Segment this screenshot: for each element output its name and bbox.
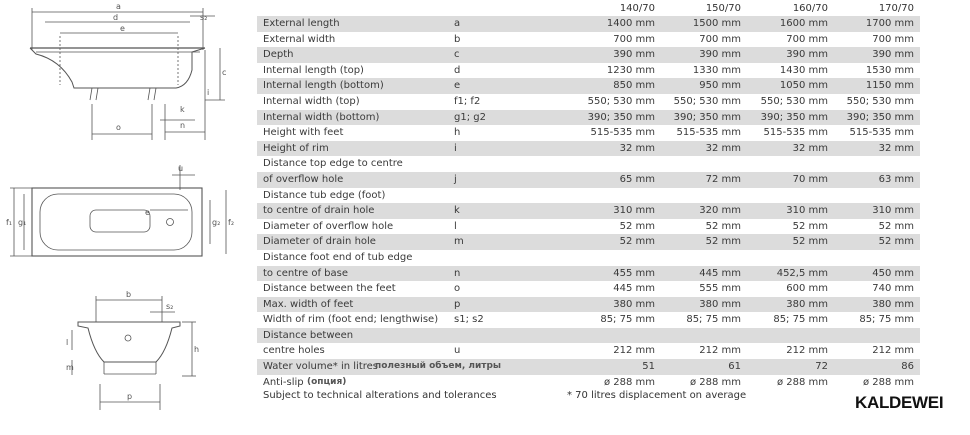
table-row [257,312,920,328]
row-value: ø 288 mm [862,376,914,388]
row-value: 65 mm [619,173,655,185]
table-row [257,266,920,282]
dim-label-s2: s₂ [200,13,208,22]
table-row [257,281,920,297]
dim-label-s2-end: s₂ [166,302,174,311]
row-value: 32 mm [792,142,828,154]
table-row [257,219,920,235]
row-label: Internal length (top) [263,64,364,76]
dim-label-c: c [222,68,227,77]
row-label: Diameter of overflow hole [263,220,394,232]
table-row [257,63,920,79]
row-value: 1530 mm [865,64,914,76]
row-symbol: k [454,205,460,217]
row-label: Internal length (bottom) [263,80,384,92]
table-row [257,250,920,266]
row-symbol: e [454,80,461,92]
row-value: 390; 350 mm [846,111,914,123]
dim-label-e: e [120,24,125,33]
dim-label-o: o [116,123,121,132]
row-value: 52 mm [619,236,655,248]
row-value: ø 288 mm [603,376,655,388]
row-value: 390; 350 mm [587,111,655,123]
row-label: Height of rim [263,142,329,154]
table-row [257,125,920,141]
row-value: 390 mm [786,49,828,61]
dim-label-e-top: e [145,208,150,217]
row-value: 455 mm [613,267,655,279]
row-value: 700 mm [786,33,828,45]
dim-label-u: u [178,164,184,173]
row-symbol: n [454,267,461,279]
table-row [257,47,920,63]
row-value: 515-535 mm [763,127,828,139]
dim-label-d: d [113,13,119,22]
table-row [257,172,920,188]
row-value: ø 288 mm [689,376,741,388]
row-symbol: s1; s2 [454,314,484,326]
row-value: 1230 mm [606,64,655,76]
table-row [257,16,920,32]
row-value: 61 [728,361,741,373]
table-row [257,32,920,48]
row-value: 310 mm [786,205,828,217]
row-value: 700 mm [613,33,655,45]
row-label: Height with feet [263,127,344,139]
table-row [257,234,920,250]
row-value: 550; 530 mm [673,95,741,107]
dim-label-a: a [116,2,121,11]
row-symbol: m [454,236,464,248]
row-label: Internal width (top) [263,95,360,107]
row-value: 52 mm [705,220,741,232]
row-value: 310 mm [613,205,655,217]
size-header-160-70: 160/70 [792,3,828,14]
row-value: 86 [901,361,914,373]
row-value: 1050 mm [779,80,828,92]
row-value: ø 288 mm [776,376,828,388]
row-value: 390; 350 mm [760,111,828,123]
table-row [257,94,920,110]
row-value: 320 mm [699,205,741,217]
size-header-150-70: 150/70 [705,3,741,14]
row-value: 212 mm [786,345,828,357]
row-value: 310 mm [872,205,914,217]
row-symbol: h [454,127,461,139]
table-row [257,156,920,172]
row-value: 63 mm [878,173,914,185]
row-label: Distance tub edge (foot) [263,189,386,201]
row-symbol: g1; g2 [454,111,486,123]
table-row [257,343,920,359]
specification-table [257,0,920,390]
row-value: 390; 350 mm [673,111,741,123]
row-symbol: a [454,18,461,29]
row-value: 380 mm [699,298,741,310]
side-view-drawing [30,8,225,140]
dim-label-b: b [126,290,132,299]
row-value: 212 mm [699,345,741,357]
row-value: 1600 mm [779,18,828,29]
row-value: 1500 mm [692,18,741,29]
top-view-drawing [10,165,226,256]
row-value: 85; 75 mm [686,314,741,326]
row-value: 72 mm [705,173,741,185]
row-label: Width of rim (foot end; lengthwise) [263,314,439,326]
row-value: 85; 75 mm [773,314,828,326]
row-label: to centre of base [263,267,349,279]
row-symbol: j [454,173,457,185]
row-label: Distance top edge to centre [263,158,403,170]
table-row [257,78,920,94]
table-row [257,375,920,391]
row-value: 32 mm [878,142,914,154]
row-value: 212 mm [613,345,655,357]
row-label-note: (опция) [307,376,347,387]
row-label: External length [263,18,340,29]
row-value: 1150 mm [865,80,914,92]
row-label: Internal width (bottom) [263,111,380,123]
row-value: 600 mm [786,283,828,295]
row-value: 72 [815,361,828,373]
row-value: 515-535 mm [590,127,655,139]
row-symbol: p [454,298,461,310]
row-symbol: b [454,33,461,45]
table-header [257,0,920,16]
row-value: 32 mm [619,142,655,154]
row-value: 32 mm [705,142,741,154]
dim-label-g1: g₁ [18,218,27,227]
row-label-note: полезный объем, литры [375,361,502,372]
row-value: 700 mm [699,33,741,45]
row-value: 52 mm [619,220,655,232]
row-value: 550; 530 mm [846,95,914,107]
row-value: 380 mm [872,298,914,310]
row-value: 380 mm [786,298,828,310]
row-label: centre holes [263,345,325,357]
row-value: 700 mm [872,33,914,45]
row-symbol: f1; f2 [454,95,481,107]
dim-label-i: i [207,88,210,97]
row-label: Diameter of drain hole [263,236,376,248]
row-value: 950 mm [699,80,741,92]
row-value: 390 mm [872,49,914,61]
dim-label-l: l [66,338,69,347]
row-label: of overflow hole [263,173,344,185]
row-label: Distance between [263,329,354,341]
row-symbol: o [454,283,461,295]
table-row [257,110,920,126]
row-value: 52 mm [878,220,914,232]
row-value: 52 mm [792,236,828,248]
row-label: Distance foot end of tub edge [263,251,413,263]
row-symbol: d [454,64,461,76]
size-header-140-70: 140/70 [619,3,655,14]
dim-label-p: p [127,392,133,401]
row-value: 515-535 mm [849,127,914,139]
row-value: 390 mm [613,49,655,61]
footer-disclaimer: Subject to technical alterations and tolerances [263,390,497,401]
row-label: to centre of drain hole [263,205,375,217]
row-value: 515-535 mm [676,127,741,139]
row-symbol: u [454,345,461,357]
table-row [257,141,920,157]
row-value: 445 mm [613,283,655,295]
row-symbol: l [454,220,457,232]
table-row [257,359,920,375]
row-symbol: c [454,49,460,61]
table-body [257,16,920,390]
row-value: 85; 75 mm [859,314,914,326]
table-row [257,328,920,344]
dim-label-m: m [66,363,74,372]
row-value: 85; 75 mm [600,314,655,326]
size-header-170-70: 170/70 [878,3,914,14]
row-value: 550; 530 mm [587,95,655,107]
dim-label-g2: g₂ [212,218,221,227]
dim-label-f1: f₁ [6,218,13,227]
row-value: 550; 530 mm [760,95,828,107]
row-value: 1400 mm [606,18,655,29]
row-label: External width [263,33,336,45]
table-row [257,297,920,313]
row-value: 450 mm [872,267,914,279]
row-value: 52 mm [705,236,741,248]
row-value: 51 [642,361,655,373]
row-value: 555 mm [699,283,741,295]
dim-label-f2: f₂ [228,218,235,227]
dim-label-h: h [194,345,200,354]
dim-label-k: k [180,105,185,114]
table-row [257,188,920,204]
row-label: Distance between the feet [263,283,396,295]
end-view-drawing [72,296,196,410]
row-value: 452,5 mm [776,267,828,279]
row-label: Max. width of feet [263,298,354,310]
row-value: 212 mm [872,345,914,357]
row-value: 1700 mm [865,18,914,29]
row-value: 445 mm [699,267,741,279]
row-value: 52 mm [792,220,828,232]
kaldewei-logo: KALDEWEI [855,393,944,412]
technical-drawings [0,0,250,435]
row-value: 850 mm [613,80,655,92]
footer-note: * 70 litres displacement on average [567,390,747,401]
table-row [257,203,920,219]
row-value: 70 mm [792,173,828,185]
row-value: 380 mm [613,298,655,310]
row-label: Depth [263,49,294,61]
row-label: Water volume* in litres [263,361,378,373]
row-value: 1330 mm [692,64,741,76]
row-value: 740 mm [872,283,914,295]
row-value: 390 mm [699,49,741,61]
row-value: 1430 mm [779,64,828,76]
row-symbol: i [454,142,457,154]
dim-label-n: n [180,121,186,130]
row-value: 52 mm [878,236,914,248]
row-label: Anti-slip [263,376,304,388]
